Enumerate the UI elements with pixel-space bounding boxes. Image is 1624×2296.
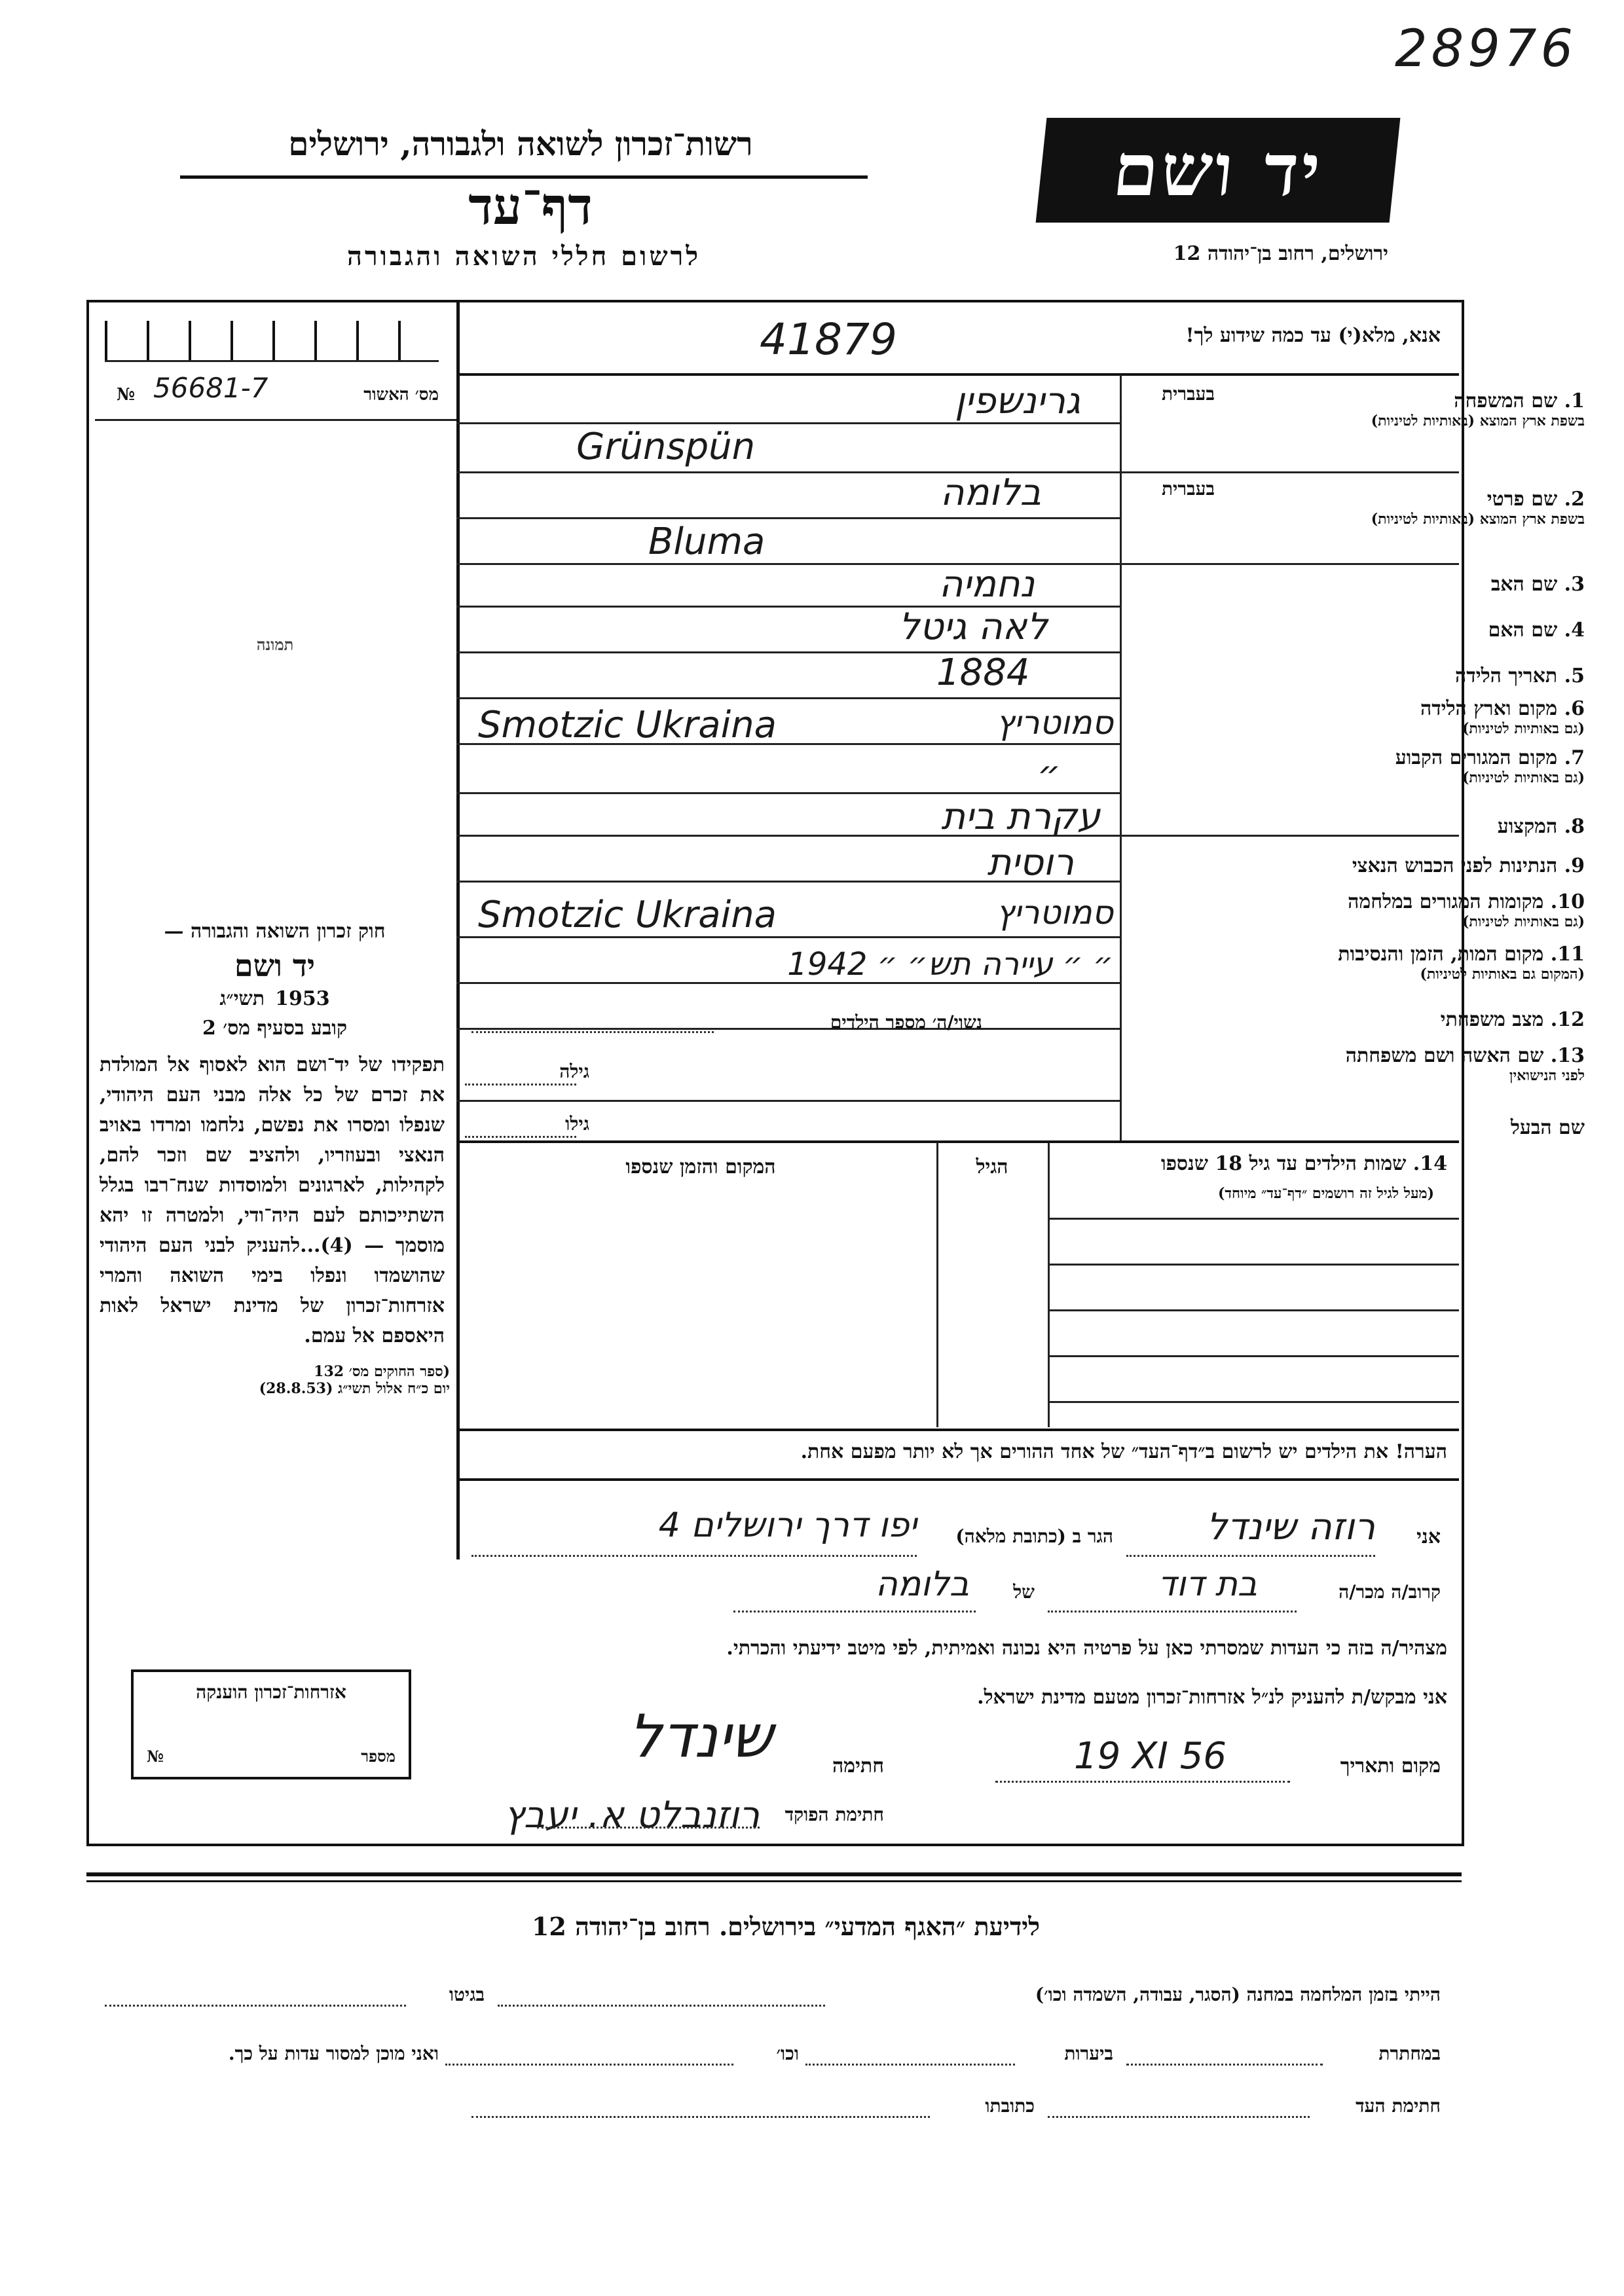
law-box [93,907,456,1496]
decl-address-label: הגר ב (כתובת מלאה) [955,1525,1113,1547]
bottom-forest-label: ביערות [1064,2043,1113,2064]
field-number: 2. [1564,488,1585,511]
row-line [456,517,1120,519]
field-occupation-label [1244,815,1585,838]
decl-officer-label: חתימת הפוקד [784,1804,884,1825]
birth-date-value: 1884 [936,651,1030,694]
note-bottom-rule [456,1478,1459,1481]
field-father-label [1244,573,1585,596]
decl-relative-label: קרוב/ה מכר/ה [1338,1581,1441,1603]
law-text: תפקידו של יד־ושם הוא לאסוף אל המולדת את זכרם של כל אלה מבני העם היהודי, שנפלו ומסרו את נפשם, נלחמו ומרדו באויב הנאצי ובעוזריו, ולהציב שם וזכר להם, לקהילות, לארגונים ולמוסדות שנח־רבו בגלל השתייכותם לעם היה־ודי, ולמטרה זו יהא מוסמך — (4)...להעניק לבני העם היהודי שהושמדו ונפלו בימי השואה והמרי אזרחות־זכרון של מדינת ישראל לאות היאספם אל עמם. [100,1053,445,1347]
field-wife-label [1244,1044,1585,1084]
father-name-value: נחמיה [938,563,1035,606]
field-label: מקום המות, הזמן והנסיבות [1338,943,1544,966]
birthplace-latin-value: Smotzic Ukraina [478,704,777,746]
field-birth-date-label [1244,665,1585,687]
header-address: ירושלים, רחוב בן־יהודה 12 [1173,242,1388,265]
approval-label: מס׳ האשור [363,385,439,405]
field-label: שם המשפחה [1454,390,1558,412]
wife-age-dotted-line [465,1084,576,1085]
decl-request: אני מבקש/ת להעניק לנ״ל אזרחות־זכרון מטעם מדינת ישראל. [977,1686,1447,1709]
decl-name-line [1126,1555,1375,1557]
field-nationality-label [1244,854,1585,877]
bottom-etc-label: וכו׳ [776,2043,799,2064]
decl-address-line [471,1555,917,1557]
field-sublabel: (המקום גם באותיות לטיניות) [1420,966,1585,983]
left-column-divider [456,302,460,1559]
husband-age-dotted-line [465,1136,576,1138]
field-death-label [1244,943,1585,983]
surname-hebrew-value: גרינשפין [954,380,1080,422]
field-label: שמות הילדים עד גיל 18 שנספו [1160,1152,1407,1175]
bottom-underground-line [1126,2064,1323,2066]
bottom-address-label: כתובתו [985,2095,1035,2117]
field-label: שם האם [1488,619,1558,642]
field-label: מצב משפחתי [1440,1008,1544,1031]
law-title: חוק זכרון השואה והגבורה — [164,920,386,943]
field-birthplace-label [1244,697,1585,737]
children-row-line [1048,1264,1459,1266]
field-label: הנתינות לפני הכבוש הנאצי [1352,854,1558,877]
row-line [456,697,1120,699]
intro-instruction: אנא, מלא(י) עד כמה שידוע לך! [1185,324,1441,347]
decl-address-value: יפו דרך ירושלים 4 [658,1506,917,1545]
field-number: 11. [1550,943,1585,966]
decl-relative-value: בת דוד [1158,1565,1257,1604]
children-row-line [1048,1218,1459,1220]
marital-dotted-line [471,1031,714,1033]
children-col-divider [936,1142,938,1427]
decl-relative-line [1048,1611,1297,1613]
residence-value: ״ [1037,753,1061,795]
field-number: 12. [1550,1008,1585,1031]
field-sublabel: בשפת ארץ המוצא (באותיות לטיניות) [1371,511,1585,528]
children-place-header: המקום והזמן שנספו [625,1156,776,1178]
approval-no-label: № [117,385,136,405]
decl-i-label: אני [1416,1525,1441,1548]
field-label: מקום המגורים הקבוע [1395,746,1558,769]
page-number-handwritten: 41879 [760,314,897,365]
bottom-ghetto-line [105,2005,406,2007]
bottom-forest-line [805,2064,1015,2066]
row-line [456,422,1120,424]
children-col-divider [1048,1142,1050,1427]
law-footnote-1: (ספר החוקים מס׳ 132 [314,1363,450,1380]
form-title: דף־עד [468,177,593,236]
row-line [456,936,1120,938]
given-name-latin-value: Bluma [648,520,766,563]
bottom-title: לידיעת ״האגף המדעי״ בירושלים. רחוב בן־יהודה 12 [531,1912,1041,1941]
field-residence-label [1244,746,1585,786]
certificate-number-label: מספר [361,1747,396,1766]
field-wartime-residence-label [1244,890,1585,930]
wartime-residence-latin-value: Smotzic Ukraina [478,894,777,936]
field-label: שם האשה ושם משפחתה [1345,1044,1544,1067]
field-sublabel: בשפת ארץ המוצא (באותיות לטיניות) [1371,412,1585,429]
field-label: שם פרטי [1486,488,1558,511]
husband-age-label: גילו [565,1113,589,1135]
section-rule [456,1140,1459,1143]
authority-heading: רשות־זכרון לשואה ולגבורה, ירושלים [288,124,753,163]
law-clause: קובע בסעיף מס׳ 2 [202,1017,348,1040]
label-row-line [1120,471,1459,473]
certificate-title: אזרחות־זכרון הוענקה [196,1681,346,1703]
field-number: 7. [1564,746,1585,769]
surname-latin-value: Grünspün [576,426,756,468]
field-label: שם הבעל [1510,1116,1585,1139]
children-row-line [1048,1355,1459,1357]
field-number: 8. [1564,815,1585,838]
field-sublabel: (גם באותיות לטיניות) [1462,720,1585,737]
decl-officer-line [537,1827,760,1829]
wartime-residence-hebrew-value: סמוטריץ [996,894,1113,932]
archive-number: 28976 [1395,20,1578,79]
children-sublabel: (מעל לגיל זה רושמים ״דף־עד״ מיוחד) [1217,1185,1434,1202]
yad-vashem-logo [1036,118,1401,223]
decl-of-value: בלומה [875,1565,969,1604]
bottom-etc-line [445,2064,733,2066]
death-details-value: ״ ״ עיירה תש״ ״ 1942 [787,946,1113,983]
field-label: שם האב [1490,573,1558,596]
field-label: המקצוע [1497,815,1558,838]
certificate-box [131,1669,411,1779]
approval-rule [95,419,456,421]
row-line [456,1100,1120,1102]
field-number: 4. [1564,619,1585,642]
bottom-camp-label: הייתי בזמן המלחמה במחנה (הסגר, עבודה, השמדה וכו׳) [1035,1984,1441,2005]
children-row-line [1048,1401,1459,1403]
nationality-value: רוסית [987,841,1074,884]
bottom-double-rule [86,1880,1462,1882]
field-label: מקומות המגורים במלחמה [1348,890,1544,913]
note-top-rule [456,1429,1459,1431]
field-number: 13. [1550,1044,1585,1067]
bottom-witness-signature-label: חתימת העד [1356,2095,1441,2117]
wife-age-label: גילה [559,1061,589,1082]
field-husband-label [1244,1116,1585,1139]
label-column-divider [1120,374,1122,1140]
children-row-line [1048,1309,1459,1311]
decl-name-value: רוזה שינדל [1206,1506,1375,1548]
occupation-value: עקרת בית [941,795,1100,838]
law-footnote-2: יום כ״ח אלול תשי״ג (28.8.53) [259,1380,450,1397]
bottom-witness-signature-line [1048,2116,1310,2118]
field-surname-tag: בעברית [1161,383,1215,405]
field-number: 10. [1550,890,1585,913]
children-label [1054,1152,1447,1175]
photo-label: תמונה [256,635,294,654]
given-name-hebrew-value: בלומה [940,471,1041,514]
field-given-name-tag: בעברית [1161,478,1215,500]
decl-place-date-line [995,1781,1290,1783]
decl-place-date-label: מקום ותאריך [1340,1755,1441,1777]
bottom-camp-line [498,2005,825,2007]
law-year-heb: תשי״ג [219,987,265,1010]
decl-place-date-value: 19 XI 56 [1074,1735,1227,1777]
field-number: 3. [1564,573,1585,596]
logo-text: יד ושם [1109,128,1327,212]
field-sublabel: (גם באותיות לטיניות) [1462,913,1585,930]
birthplace-hebrew-value: סמוטריץ [996,704,1113,742]
field-label: מקום וארץ הלידה [1420,697,1558,720]
field-sublabel: לפני הנישואין [1509,1067,1585,1084]
children-note: הערה! את הילדים יש לרשום ב״דף־העד״ של אחד ההורים אך לא יותר מפעם אחת. [800,1440,1447,1463]
decl-statement: מצהיר/ה בזה כי העדות שמסרתי כאן על פרטיה היא נכונה ואמיתית, לפי מיטב ידיעתי והכרתי. [726,1637,1447,1660]
field-mother-label [1244,619,1585,642]
field-number: 5. [1564,665,1585,687]
field-sublabel: (גם באותיות לטיניות) [1462,769,1585,786]
approval-number: 56681-7 [153,372,268,404]
bottom-ghetto-label: בגיטו [449,1984,485,2005]
bottom-underground-label: במחתרת [1378,2043,1441,2064]
bottom-address-line [471,2116,930,2118]
field-given-name-label [1244,488,1585,528]
mother-name-value: לאה גיטל [898,606,1048,648]
children-age-header: הגיל [976,1156,1008,1178]
form-subtitle: לרשום חללי השואה והגבורה [346,241,701,272]
bottom-ready-label: ואני מוכן למסור עדות על כך. [228,2043,439,2064]
field-number: 14. [1412,1152,1447,1175]
field-number: 9. [1564,854,1585,877]
field-surname-label [1244,390,1585,429]
intro-rule [456,373,1459,376]
certificate-no-label: № [147,1747,164,1766]
decl-of-line [733,1611,976,1613]
field-marital-label [1244,1008,1585,1031]
decl-signature-value: שינדל [628,1702,773,1771]
bottom-double-rule [86,1872,1462,1876]
decl-of-label: של [1013,1581,1035,1603]
law-year: 1953 [275,987,330,1010]
label-row-line [1120,563,1459,565]
decl-officer-value: רוזנבלט א. יעבץ [504,1794,760,1836]
marital-status-value: נשוי/ה׳ מספר הילדים [830,1011,982,1033]
law-name: יד ושם [234,948,316,983]
field-number: 1. [1564,390,1585,412]
approval-barcode [105,321,439,362]
field-number: 6. [1564,697,1585,720]
decl-signature-label: חתימה [832,1755,884,1777]
field-label: תאריך הלידה [1455,665,1558,687]
